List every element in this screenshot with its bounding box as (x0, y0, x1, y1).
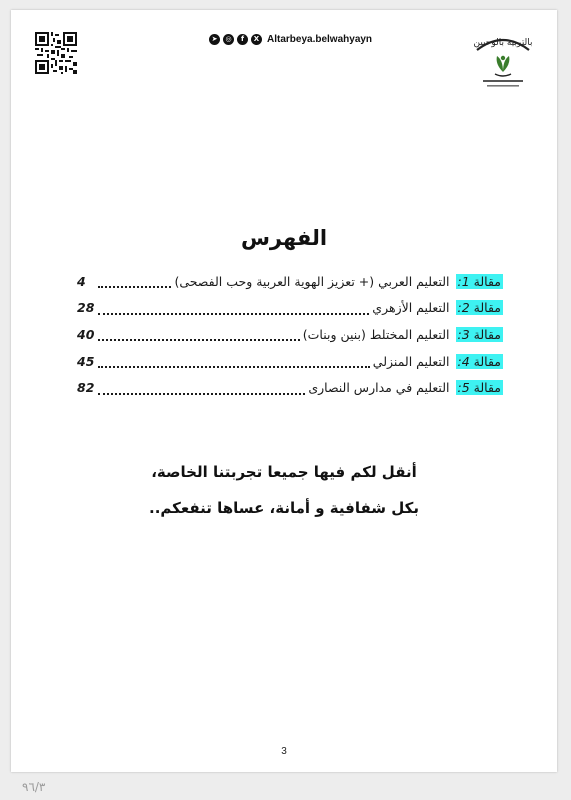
leaf-icon (495, 56, 511, 76)
article-label: مقالة 5: (457, 380, 501, 396)
table-of-contents (77, 268, 503, 401)
article-label: مقالة 2: (457, 300, 501, 316)
article-title: التعليم المختلط (بنين وبنات) (302, 326, 450, 342)
article-page: 28 (77, 300, 95, 316)
dot-leader (98, 354, 370, 368)
closing-line-1: أنقل لكم فيها جميعا تجربتنا الخاصة، (151, 463, 417, 481)
article-page: 40 (77, 326, 95, 342)
closing-message (11, 454, 557, 526)
dot-leader (98, 381, 305, 395)
facebook-icon[interactable]: f (237, 34, 248, 45)
toc-item[interactable] (77, 268, 503, 295)
article-page: 45 (77, 353, 95, 369)
dot-leader (98, 274, 171, 288)
social-handle: Altarbeya.belwahyayn (267, 33, 373, 45)
article-page: 82 (77, 380, 95, 396)
page-number: 3 (281, 746, 287, 757)
article-title: التعليم العربي (+ تعزيز الهوية العربية وحب الفصحى) (174, 273, 450, 289)
article-label: مقالة 4: (457, 353, 501, 369)
instagram-icon[interactable]: ◎ (223, 34, 234, 45)
closing-line-2: بكل شفافية و أمانة، عساها تنفعكم.. (149, 499, 419, 517)
brand-logo (467, 28, 539, 96)
article-title: التعليم الأزهري (372, 300, 450, 316)
toc-item[interactable] (77, 374, 503, 401)
dot-leader (98, 301, 369, 315)
article-title: التعليم المنزلي (372, 353, 450, 369)
article-title: التعليم في مدارس النصارى (308, 380, 450, 396)
article-page: 4 (77, 273, 86, 289)
dot-leader (98, 327, 300, 341)
toc-item[interactable] (77, 321, 503, 348)
toc-title: الفهرس (240, 226, 328, 250)
toc-item[interactable] (77, 295, 503, 322)
telegram-icon[interactable]: ➤ (209, 34, 220, 45)
document-page (11, 10, 557, 772)
toc-item[interactable] (77, 348, 503, 375)
qr-code (35, 32, 77, 74)
article-label: مقالة 1: (457, 273, 501, 289)
article-label: مقالة 3: (457, 326, 501, 342)
social-links (209, 32, 372, 46)
x-icon[interactable]: X (251, 34, 262, 45)
page-counter: ٩٦/٣ (22, 780, 46, 794)
logo-text: بالتربية بالوحيين (473, 38, 533, 48)
